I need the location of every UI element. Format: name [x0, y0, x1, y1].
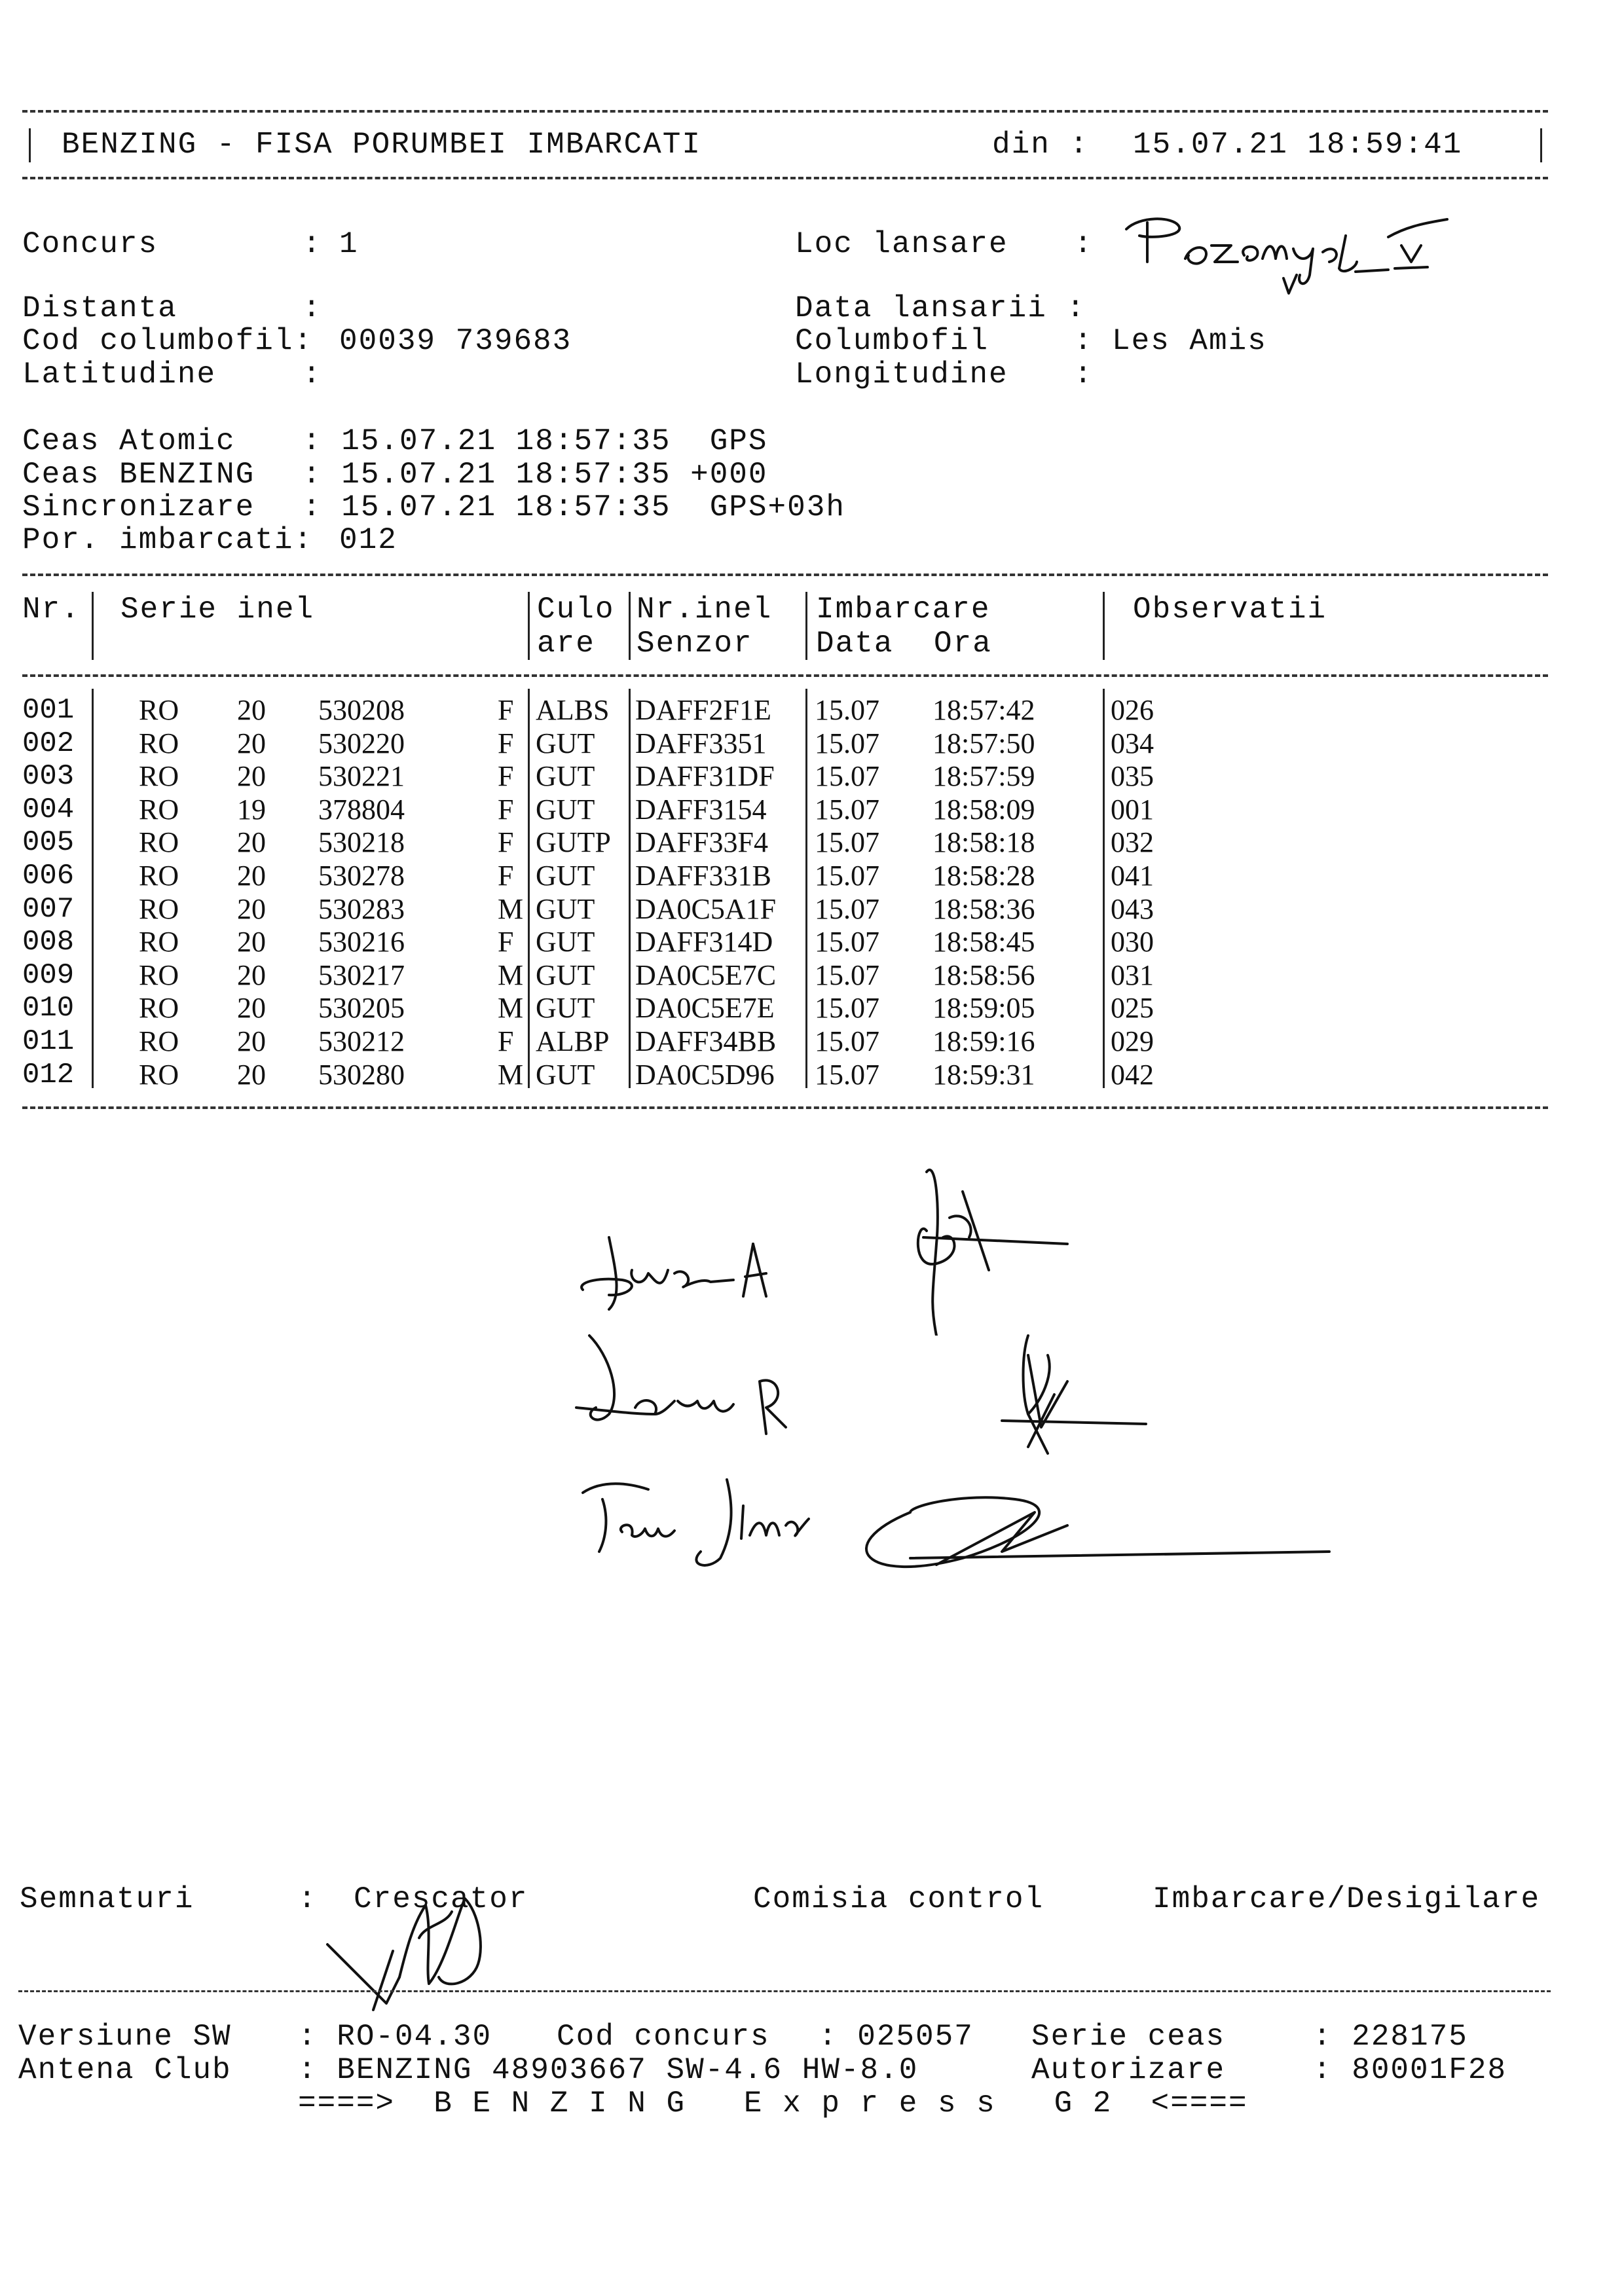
col-header-observatii: Observatii — [1133, 592, 1327, 627]
columbofil-label: Columbofil — [795, 324, 989, 358]
header-left-bar — [29, 128, 31, 162]
loc-lansare-label: Loc lansare — [795, 227, 1008, 261]
cell-inel: 530220 — [318, 727, 405, 759]
antena-club-value: : BENZING 48903667 SW-4.6 HW-8.0 — [298, 2053, 919, 2087]
cell-data: 15.07 — [815, 793, 879, 826]
cell-culoare: GUT — [536, 926, 595, 958]
cell-data: 15.07 — [815, 826, 879, 858]
cell-ora: 18:59:16 — [932, 1025, 1035, 1057]
ceas-atomic-label: Ceas Atomic — [22, 424, 236, 458]
cell-observatii: 041 — [1111, 860, 1154, 892]
cell-senzor: DA0C5A1F — [635, 893, 777, 925]
ceas-benzing-value: : 15.07.21 18:57:35 +000 — [303, 458, 768, 492]
cell-nr: 010 — [22, 992, 75, 1025]
sincronizare-label: Sincronizare — [22, 490, 255, 524]
cell-an: 20 — [237, 1059, 266, 1091]
hdr-sep-3 — [629, 592, 631, 660]
cell-culoare: GUT — [536, 992, 595, 1024]
cell-tara: RO — [139, 1025, 179, 1057]
cell-tara: RO — [139, 727, 179, 759]
cell-data: 15.07 — [815, 694, 879, 726]
cell-observatii: 043 — [1111, 893, 1154, 925]
cell-nr: 001 — [22, 694, 75, 727]
cell-inel: 530208 — [318, 694, 405, 726]
cell-tara: RO — [139, 826, 179, 858]
cell-nr: 011 — [22, 1025, 75, 1058]
cell-ora: 18:58:56 — [932, 959, 1035, 991]
imbarcare-desigilare-label: Imbarcare/Desigilare — [1153, 1882, 1541, 1916]
semnaturi-label: Semnaturi — [20, 1882, 194, 1916]
concurs-sep: : — [303, 227, 322, 261]
distanta-label: Distanta — [22, 291, 177, 325]
handwritten-signature-dima — [570, 1453, 1342, 1617]
cell-an: 20 — [237, 760, 266, 792]
table-bottom-rule — [22, 1106, 1548, 1109]
hdr-sep-2 — [528, 592, 530, 660]
cell-an: 20 — [237, 893, 266, 925]
cell-nr: 007 — [22, 893, 75, 926]
cell-ora: 18:58:18 — [932, 826, 1035, 858]
cell-senzor: DA0C5E7E — [635, 992, 775, 1024]
hdr-sep-1 — [92, 592, 94, 660]
cell-data: 15.07 — [815, 760, 879, 792]
col-header-ora: Ora — [934, 627, 992, 661]
hdr-sep-4 — [805, 592, 807, 660]
col-header-culoare-1: Culo — [537, 592, 615, 627]
crescator-label: Crescator — [354, 1882, 528, 1916]
cell-nr: 004 — [22, 793, 75, 826]
sincronizare-value: : 15.07.21 18:57:35 GPS+03h — [303, 490, 845, 524]
table-top-rule — [22, 574, 1548, 576]
cell-ora: 18:57:42 — [932, 694, 1035, 726]
col-header-serie: Serie inel — [120, 592, 315, 627]
cell-sex: F — [498, 760, 514, 792]
cell-tara: RO — [139, 760, 179, 792]
top-rule — [22, 110, 1548, 113]
cod-columbofil-label: Cod columbofil: — [22, 324, 314, 358]
cell-an: 20 — [237, 694, 266, 726]
cell-nr: 008 — [22, 926, 75, 958]
cell-tara: RO — [139, 893, 179, 925]
cell-senzor: DAFF34BB — [635, 1025, 777, 1057]
cell-an: 19 — [237, 793, 266, 826]
cell-sex: F — [498, 694, 514, 726]
hdr-sep-5 — [1103, 592, 1105, 660]
cell-tara: RO — [139, 959, 179, 991]
header-din-value: 15.07.21 18:59:41 — [1133, 128, 1463, 162]
cell-nr: 009 — [22, 959, 75, 992]
cell-data: 15.07 — [815, 992, 879, 1024]
cell-data: 15.07 — [815, 926, 879, 958]
latitudine-sep: : — [303, 357, 322, 392]
cod-columbofil-value: 00039 739683 — [339, 324, 572, 358]
body-sep-5 — [1103, 689, 1105, 1088]
cell-inel: 530205 — [318, 992, 405, 1024]
concurs-value: 1 — [339, 227, 359, 261]
cell-observatii: 030 — [1111, 926, 1154, 958]
comisia-control-label: Comisia control — [753, 1882, 1044, 1916]
ceas-benzing-label: Ceas BENZING — [22, 458, 255, 492]
cell-an: 20 — [237, 1025, 266, 1057]
body-sep-4 — [805, 689, 807, 1088]
por-imbarcati-label: Por. imbarcati: — [22, 523, 314, 557]
cell-data: 15.07 — [815, 727, 879, 759]
columbofil-value: Les Amis — [1112, 324, 1267, 358]
cell-culoare: ALBS — [536, 694, 610, 726]
cell-senzor: DAFF331B — [635, 860, 771, 892]
cell-ora: 18:58:45 — [932, 926, 1035, 958]
header-din-label: din : — [992, 128, 1090, 162]
cell-sex: F — [498, 1025, 514, 1057]
cod-concurs-label: Cod concurs — [557, 2020, 770, 2054]
handwritten-signature-crescator — [314, 1872, 511, 2023]
cell-observatii: 029 — [1111, 1025, 1154, 1057]
latitudine-label: Latitudine — [22, 357, 217, 392]
loc-lansare-sep: : — [1074, 227, 1094, 261]
handwritten-signature-ionescu — [570, 1139, 1120, 1336]
cell-tara: RO — [139, 992, 179, 1024]
cell-data: 15.07 — [815, 959, 879, 991]
body-sep-3 — [629, 689, 631, 1088]
cell-inel: 378804 — [318, 793, 405, 826]
cell-inel: 530221 — [318, 760, 405, 792]
serie-ceas-value: : 228175 — [1313, 2020, 1468, 2054]
cell-nr: 012 — [22, 1059, 75, 1091]
cell-nr: 006 — [22, 860, 75, 892]
cell-culoare: GUT — [536, 893, 595, 925]
distanta-sep: : — [303, 291, 322, 325]
cell-culoare: GUT — [536, 860, 595, 892]
cell-sex: M — [498, 1059, 524, 1091]
cell-nr: 002 — [22, 727, 75, 760]
cell-inel: 530217 — [318, 959, 405, 991]
longitudine-label: Longitudine — [795, 357, 1008, 392]
semnaturi-sep: : — [298, 1882, 318, 1916]
versiune-sw-label: Versiune SW — [18, 2020, 232, 2054]
longitudine-sep: : — [1074, 357, 1094, 392]
cell-data: 15.07 — [815, 860, 879, 892]
cell-culoare: GUTP — [536, 826, 611, 858]
concurs-label: Concurs — [22, 227, 158, 261]
cell-ora: 18:59:05 — [932, 992, 1035, 1024]
cell-senzor: DAFF2F1E — [635, 694, 771, 726]
handwritten-signature-danciu — [570, 1316, 1159, 1473]
cell-sex: F — [498, 793, 514, 826]
handwritten-loc-lansare-signature — [1113, 196, 1454, 301]
cell-observatii: 001 — [1111, 793, 1154, 826]
cell-senzor: DA0C5E7C — [635, 959, 777, 991]
cell-an: 20 — [237, 727, 266, 759]
col-header-nr: Nr. — [22, 592, 81, 627]
serie-ceas-label: Serie ceas — [1031, 2020, 1226, 2054]
cell-senzor: DA0C5D96 — [635, 1059, 775, 1091]
cell-tara: RO — [139, 1059, 179, 1091]
cell-tara: RO — [139, 793, 179, 826]
ceas-atomic-value: : 15.07.21 18:57:35 GPS — [303, 424, 768, 458]
cell-an: 20 — [237, 926, 266, 958]
data-lansarii-label: Data lansarii : — [795, 291, 1086, 325]
col-header-culoare-2: are — [537, 627, 595, 661]
footer-top-rule — [18, 1990, 1551, 1992]
body-sep-2 — [528, 689, 530, 1088]
page-title: BENZING - FISA PORUMBEI IMBARCATI — [62, 128, 701, 162]
cell-data: 15.07 — [815, 1025, 879, 1057]
body-sep-1 — [92, 689, 94, 1088]
cell-observatii: 042 — [1111, 1059, 1154, 1091]
cell-inel: 530283 — [318, 893, 405, 925]
cell-sex: F — [498, 926, 514, 958]
header-bottom-rule — [22, 177, 1548, 179]
cell-culoare: GUT — [536, 1059, 595, 1091]
cell-data: 15.07 — [815, 1059, 879, 1091]
cell-inel: 530278 — [318, 860, 405, 892]
cell-ora: 18:59:31 — [932, 1059, 1035, 1091]
cell-ora: 18:57:59 — [932, 760, 1035, 792]
cell-data: 15.07 — [815, 893, 879, 925]
col-header-imbarcare: Imbarcare — [816, 592, 991, 627]
cell-ora: 18:57:50 — [932, 727, 1035, 759]
cell-tara: RO — [139, 694, 179, 726]
cell-tara: RO — [139, 860, 179, 892]
cell-senzor: DAFF3351 — [635, 727, 767, 759]
autorizare-label: Autorizare — [1031, 2053, 1226, 2087]
cell-sex: F — [498, 860, 514, 892]
antena-club-label: Antena Club — [18, 2053, 232, 2087]
cell-observatii: 025 — [1111, 992, 1154, 1024]
cell-observatii: 031 — [1111, 959, 1154, 991]
cell-culoare: GUT — [536, 760, 595, 792]
cell-inel: 530212 — [318, 1025, 405, 1057]
header-right-bar — [1540, 128, 1542, 162]
autorizare-value: : 80001F28 — [1313, 2053, 1507, 2087]
cell-culoare: GUT — [536, 727, 595, 759]
cell-observatii: 035 — [1111, 760, 1154, 792]
cell-observatii: 034 — [1111, 727, 1154, 759]
benzing-express-banner: ====> B E N Z I N G E x p r e s s G 2 <==== — [298, 2086, 1248, 2121]
cell-senzor: DAFF31DF — [635, 760, 775, 792]
cell-an: 20 — [237, 992, 266, 1024]
cell-an: 20 — [237, 959, 266, 991]
cell-senzor: DAFF314D — [635, 926, 773, 958]
cell-tara: RO — [139, 926, 179, 958]
cell-inel: 530216 — [318, 926, 405, 958]
cell-ora: 18:58:28 — [932, 860, 1035, 892]
cod-concurs-value: : 025057 — [819, 2020, 974, 2054]
table-header-rule — [22, 674, 1548, 677]
cell-senzor: DAFF3154 — [635, 793, 767, 826]
col-header-nrinel-1: Nr.inel — [637, 592, 773, 627]
cell-sex: F — [498, 826, 514, 858]
cell-ora: 18:58:09 — [932, 793, 1035, 826]
col-header-data: Data — [816, 627, 894, 661]
cell-observatii: 032 — [1111, 826, 1154, 858]
cell-culoare: GUT — [536, 793, 595, 826]
cell-sex: M — [498, 959, 524, 991]
cell-sex: F — [498, 727, 514, 759]
cell-inel: 530218 — [318, 826, 405, 858]
cell-culoare: GUT — [536, 959, 595, 991]
cell-sex: M — [498, 992, 524, 1024]
cell-sex: M — [498, 893, 524, 925]
columbofil-sep: : — [1074, 324, 1094, 358]
cell-nr: 005 — [22, 826, 75, 859]
por-imbarcati-value: 012 — [339, 523, 397, 557]
cell-ora: 18:58:36 — [932, 893, 1035, 925]
cell-an: 20 — [237, 860, 266, 892]
col-header-nrinel-2: Senzor — [637, 627, 753, 661]
cell-culoare: ALBP — [536, 1025, 610, 1057]
cell-observatii: 026 — [1111, 694, 1154, 726]
cell-nr: 003 — [22, 760, 75, 793]
versiune-sw-value: : RO-04.30 — [298, 2020, 492, 2054]
cell-senzor: DAFF33F4 — [635, 826, 768, 858]
cell-an: 20 — [237, 826, 266, 858]
cell-inel: 530280 — [318, 1059, 405, 1091]
